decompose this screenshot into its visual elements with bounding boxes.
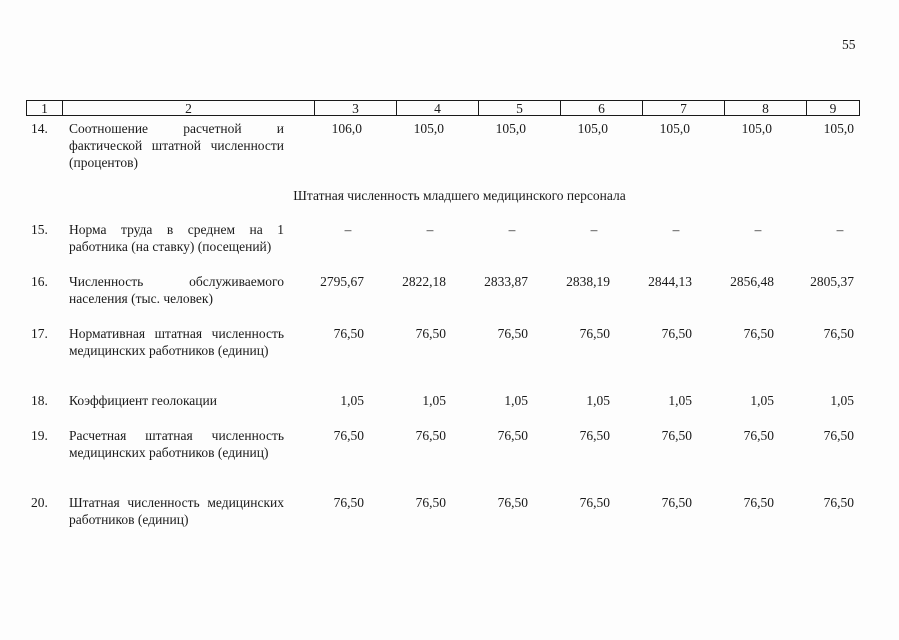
row-value: 1,05 [422, 393, 446, 408]
row-number: 15. [31, 222, 48, 237]
row-label: Норма труда в среднем на 1 работника (на ставку) (посещений) [69, 222, 284, 254]
row-number: 18. [31, 393, 48, 408]
row-value: 76,50 [579, 326, 610, 341]
row-value: 76,50 [579, 428, 610, 443]
row-value: 1,05 [586, 393, 610, 408]
row-value: 76,50 [743, 428, 774, 443]
column-header-7: 7 [643, 101, 725, 115]
row-value: 76,50 [661, 326, 692, 341]
row-value: 76,50 [415, 428, 446, 443]
row-value: – [754, 222, 762, 237]
section-title: Штатная численность младшего медицинского персонала [293, 188, 626, 203]
row-value: 2838,19 [566, 274, 610, 289]
row-value: 1,05 [750, 393, 774, 408]
row-value: 1,05 [340, 393, 364, 408]
row-label: Соотношение расчетной и фактической штатной численности (процентов) [69, 121, 284, 170]
table-header-row [26, 100, 860, 116]
row-label: Расчетная штатная численность медицинских работников (единиц) [69, 428, 284, 460]
row-value: 2856,48 [730, 274, 774, 289]
row-value: 76,50 [743, 495, 774, 510]
row-value: 76,50 [661, 428, 692, 443]
column-header-5: 5 [479, 101, 561, 115]
row-value: 76,50 [333, 428, 364, 443]
row-value: 76,50 [415, 495, 446, 510]
column-header-8: 8 [725, 101, 807, 115]
row-value: 1,05 [668, 393, 692, 408]
row-number: 14. [31, 121, 48, 136]
row-value: 76,50 [497, 495, 528, 510]
row-value: 76,50 [333, 495, 364, 510]
row-value: 2805,37 [810, 274, 854, 289]
column-header-2: 2 [63, 101, 315, 115]
row-value: 76,50 [823, 495, 854, 510]
row-value: 1,05 [504, 393, 528, 408]
row-value: – [672, 222, 680, 237]
row-value: – [590, 222, 598, 237]
row-value: 105,0 [659, 121, 690, 136]
row-value: 76,50 [661, 495, 692, 510]
row-number: 16. [31, 274, 48, 289]
row-label: Нормативная штатная численность медицинских работников (единиц) [69, 326, 284, 358]
column-header-6: 6 [561, 101, 643, 115]
row-value: 105,0 [741, 121, 772, 136]
row-value: 2833,87 [484, 274, 528, 289]
row-value: 105,0 [495, 121, 526, 136]
row-number: 17. [31, 326, 48, 341]
row-value: 2822,18 [402, 274, 446, 289]
row-value: 76,50 [497, 428, 528, 443]
row-value: 105,0 [577, 121, 608, 136]
row-value: 76,50 [823, 428, 854, 443]
row-value: 76,50 [579, 495, 610, 510]
row-value: 1,05 [830, 393, 854, 408]
column-header-1: 1 [27, 101, 63, 115]
column-header-4: 4 [397, 101, 479, 115]
row-value: – [508, 222, 516, 237]
column-header-9: 9 [829, 101, 837, 116]
row-value: 2844,13 [648, 274, 692, 289]
row-value: 105,0 [413, 121, 444, 136]
row-value: 106,0 [331, 121, 362, 136]
row-value: – [344, 222, 352, 237]
row-value: – [426, 222, 434, 237]
row-value: 76,50 [497, 326, 528, 341]
row-value: 105,0 [823, 121, 854, 136]
row-value: – [836, 222, 844, 237]
row-label: Численность обслуживаемого населения (тыс. человек) [69, 274, 284, 306]
column-header-3: 3 [315, 101, 397, 115]
row-label: Штатная численность медицинских работников (единиц) [69, 495, 284, 527]
row-value: 76,50 [743, 326, 774, 341]
row-value: 76,50 [333, 326, 364, 341]
page-number: 55 [842, 37, 856, 52]
row-value: 76,50 [415, 326, 446, 341]
row-label: Коэффициент геолокации [69, 393, 217, 408]
row-number: 20. [31, 495, 48, 510]
row-value: 76,50 [823, 326, 854, 341]
row-number: 19. [31, 428, 48, 443]
row-value: 2795,67 [320, 274, 364, 289]
